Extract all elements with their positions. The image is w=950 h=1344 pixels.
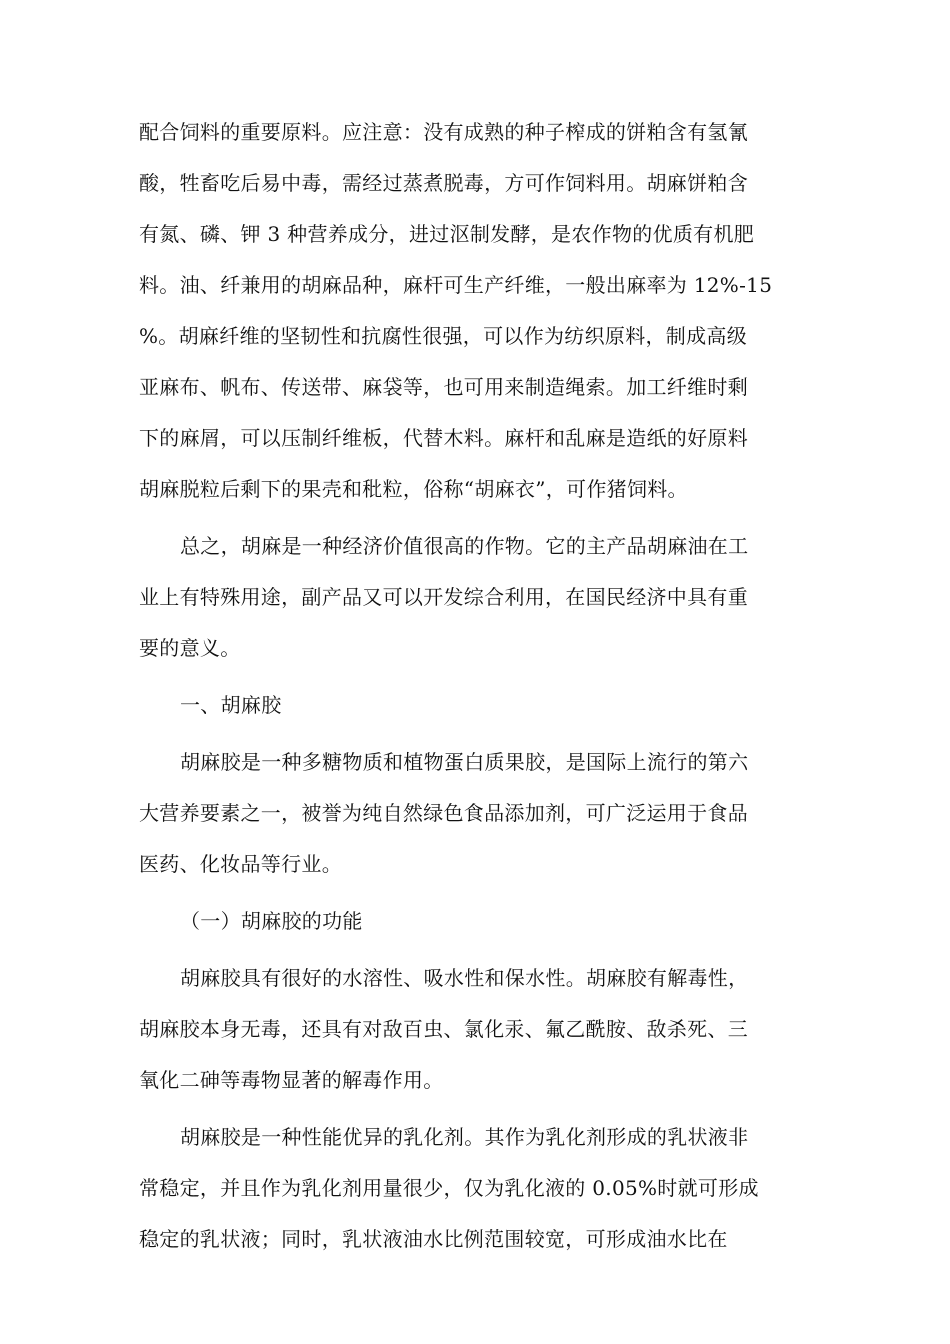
paragraph-gum-intro: [139, 737, 823, 890]
text-line: 有氮、磷、钾 3 种营养成分，进过沤制发酵，是农作物的优质有机肥: [139, 222, 755, 246]
text-line: 医药、化妆品等行业。: [139, 852, 342, 876]
subsection-heading: [139, 896, 823, 947]
text-line: 亚麻布、帆布、传送带、麻袋等，也可用来制造绳索。加工纤维时剩: [139, 375, 748, 399]
text-line: 胡麻胶本身无毒，还具有对敌百虫、氯化汞、氟乙酰胺、敌杀死、三: [139, 1017, 748, 1041]
text-line: 常稳定，并且作为乳化剂用量很少，仅为乳化液的 0.05%时就可形成: [139, 1176, 759, 1200]
text-line: 大营养要素之一，被誉为纯自然绿色食品添加剂，可广泛运用于食品: [139, 801, 748, 825]
document-body: [139, 107, 823, 1271]
text-line: 胡麻脱粒后剩下的果壳和秕粒，俗称“胡麻衣”，可作猪饲料。: [139, 477, 688, 501]
text-line: 胡麻胶是一种多糖物质和植物蛋白质果胶，是国际上流行的第六: [180, 750, 749, 774]
text-line: 料。油、纤兼用的胡麻品种，麻杆可生产纤维，一般出麻率为 12%-15: [139, 273, 773, 297]
text-line: 下的麻屑，可以压制纤维板，代替木料。麻杆和乱麻是造纸的好原料: [139, 426, 748, 450]
text-line: %。胡麻纤维的坚韧性和抗腐性很强，可以作为纺织原料，制成高级: [139, 324, 748, 348]
text-line: 胡麻胶是一种性能优异的乳化剂。其作为乳化剂形成的乳状液非: [180, 1125, 749, 1149]
paragraph-feed-and-fiber-uses: [139, 107, 823, 515]
paragraph-summary: [139, 521, 823, 674]
text-line: 氧化二砷等毒物显著的解毒作用。: [139, 1068, 444, 1092]
text-line: 业上有特殊用途，副产品又可以开发综合利用，在国民经济中具有重: [139, 585, 748, 609]
paragraph-gum-emulsifier: [139, 1112, 823, 1265]
text-line: 要的意义。: [139, 636, 241, 660]
section-heading: [139, 680, 823, 731]
text-line: （一）胡麻胶的功能: [180, 909, 363, 933]
paragraph-gum-properties: [139, 953, 823, 1106]
text-line: 配合饲料的重要原料。应注意：没有成熟的种子榨成的饼粕含有氢氰: [139, 120, 748, 144]
text-line: 酸，牲畜吃后易中毒，需经过蒸煮脱毒，方可作饲料用。胡麻饼粕含: [139, 171, 748, 195]
text-line: 总之，胡麻是一种经济价值很高的作物。它的主产品胡麻油在工: [180, 534, 749, 558]
text-line: 一、胡麻胶: [180, 693, 282, 717]
text-line: 胡麻胶具有很好的水溶性、吸水性和保水性。胡麻胶有解毒性，: [180, 966, 749, 990]
text-line: 稳定的乳状液；同时，乳状液油水比例范围较宽，可形成油水比在: [139, 1227, 728, 1251]
